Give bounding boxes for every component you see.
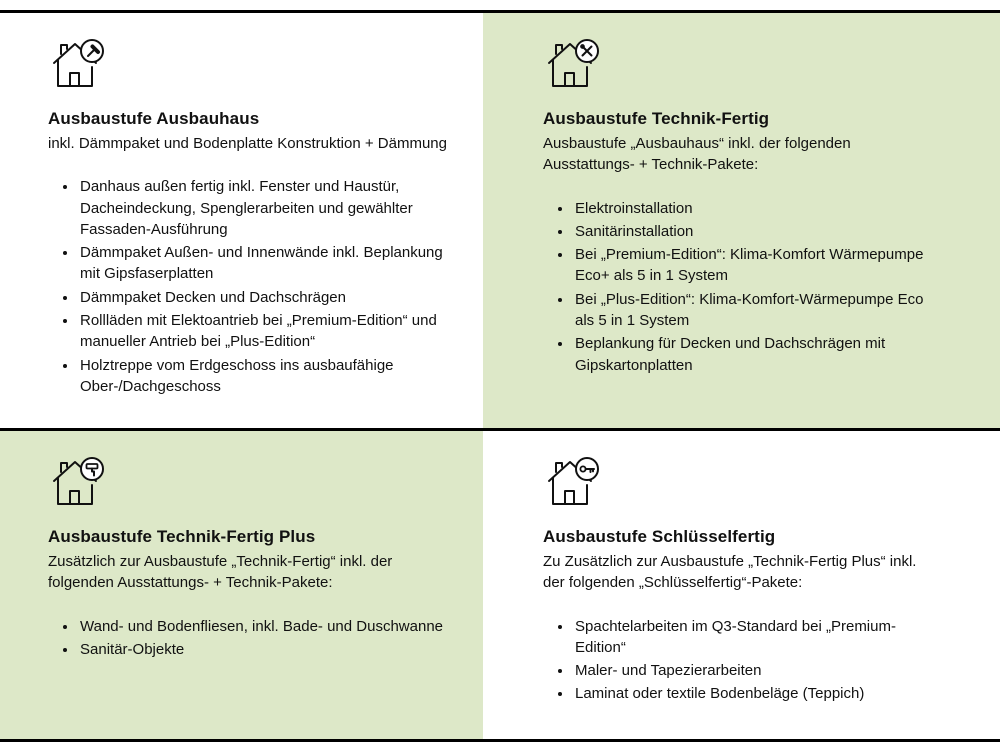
bullet-item: • Danhaus außen fertig inkl. Fenster und Haustür, Dacheindeckung, Spenglerarbeiten und gewählter Fassaden-Ausführung — [78, 176, 447, 240]
panel-subtitle: Zu Zusätzlich zur Ausbaustufe „Technik-Fertig Plus“ inkl. der folgenden „Schlüsselfertig“-Pakete: — [543, 553, 917, 592]
house-hammer-icon — [48, 37, 447, 93]
bullet-item: • Dämmpaket Decken und Dachschrägen — [78, 287, 447, 308]
bullet-item: • Maler- und Tapezierarbeiten — [573, 660, 934, 681]
panel-title: Ausbaustufe Schlüsselfertig — [543, 527, 776, 546]
top-spacer — [0, 0, 1000, 10]
panel-technik-fertig-plus — [0, 431, 483, 739]
bullet-item: • Bei „Plus-Edition“: Klima-Komfort-Wärmepumpe Eco als 5 in 1 System — [573, 289, 934, 332]
bullet-item: • Holztreppe vom Erdgeschoss ins ausbaufähige Ober-/Dachgeschoss — [78, 355, 447, 398]
panel-subtitle: Ausbaustufe „Ausbauhaus“ inkl. der folgenden Ausstattungs- + Technik-Pakete: — [543, 135, 851, 174]
bullet-list — [543, 198, 934, 376]
bullet-list — [48, 176, 447, 397]
panel-technik-fertig — [483, 13, 1000, 428]
house-paint-roller-icon — [48, 455, 447, 511]
bottom-row — [0, 431, 1000, 739]
horizontal-rule-bottom — [0, 739, 1000, 742]
bullet-item: • Sanitärinstallation — [573, 221, 934, 242]
panel-ausbauhaus — [0, 13, 483, 428]
bullet-item: • Rollläden mit Elektoantrieb bei „Premium-Edition“ und manueller Antrieb bei „Plus-Edition“ — [78, 310, 447, 353]
panel-schluesselfertig — [483, 431, 1000, 739]
bullet-item: • Beplankung für Decken und Dachschrägen mit Gipskartonplatten — [573, 333, 934, 376]
bullet-item: • Elektroinstallation — [573, 198, 934, 219]
panel-title: Ausbaustufe Ausbauhaus — [48, 109, 260, 128]
panel-title: Ausbaustufe Technik-Fertig Plus — [48, 527, 316, 546]
bullet-list — [48, 616, 447, 661]
house-key-icon — [543, 455, 934, 511]
bullet-list — [543, 616, 934, 705]
bullet-item: • Dämmpaket Außen- und Innenwände inkl. Beplankung mit Gipsfaserplatten — [78, 242, 447, 285]
bullet-item: • Laminat oder textile Bodenbeläge (Teppich) — [573, 683, 934, 704]
bullet-item: • Spachtelarbeiten im Q3-Standard bei „Premium-Edition“ — [573, 616, 934, 659]
bullet-item: • Sanitär-Objekte — [78, 639, 447, 660]
panel-subtitle: Zusätzlich zur Ausbaustufe „Technik-Fertig“ inkl. der folgenden Ausstattungs- + Technik-Pakete: — [48, 553, 393, 592]
house-tools-icon — [543, 37, 934, 93]
panel-title: Ausbaustufe Technik-Fertig — [543, 109, 770, 128]
bullet-item: • Wand- und Bodenfliesen, inkl. Bade- und Duschwanne — [78, 616, 447, 637]
top-row — [0, 13, 1000, 428]
bullet-item: • Bei „Premium-Edition“: Klima-Komfort Wärmepumpe Eco+ als 5 in 1 System — [573, 244, 934, 287]
panel-subtitle: inkl. Dämmpaket und Bodenplatte Konstruktion + Dämmung — [48, 135, 447, 152]
